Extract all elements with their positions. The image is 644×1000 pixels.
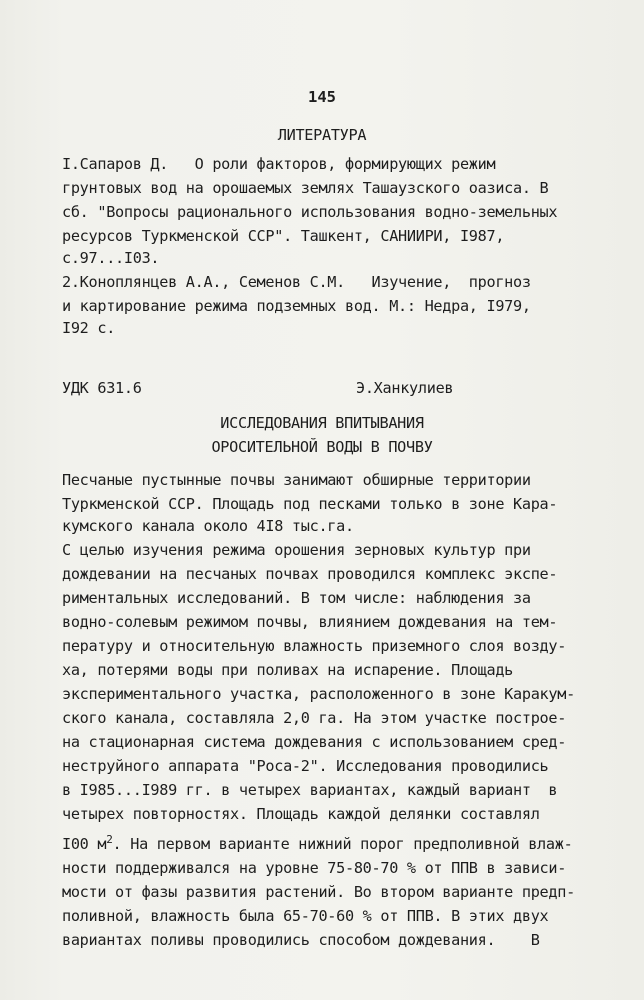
body-line: вариантах поливы проводились способом дождевания. В <box>62 931 540 949</box>
literature-line: ресурсов Туркменской ССР". Ташкент, САНИИРИ, I987, <box>62 227 505 245</box>
literature-line: 2.Коноплянцев А.А., Семенов С.М. Изучение, прогноз <box>62 273 531 291</box>
body-line: поливной, влажность была 65-70-60 % от ППВ. В этих двух <box>62 907 549 925</box>
area-value: I00 м <box>62 835 107 853</box>
body-line: дождевании на песчаных почвах проводился комплекс экспе- <box>62 565 558 583</box>
literature-line: с.97...I03. <box>62 249 160 267</box>
body-line: четырех повторностях. Площадь каждой делянки составлял <box>62 805 540 823</box>
body-line: экспериментального участка, расположенного в зоне Каракум- <box>62 685 575 703</box>
body-line: кумского канала около 4I8 тыс.га. <box>62 517 354 535</box>
body-line-with-unit <box>62 834 572 854</box>
literature-line: I92 с. <box>62 319 116 337</box>
page-number: 145 <box>308 88 336 106</box>
body-line: на стационарная система дождевания с использованием сред- <box>62 733 567 751</box>
body-line: ского канала, составляла 2,0 га. На этом участке построе- <box>62 709 567 727</box>
body-line: Песчаные пустынные почвы занимают обширные территории <box>62 471 531 489</box>
article-title-line-1: ИССЛЕДОВАНИЯ ВПИТЫВАНИЯ <box>220 414 424 432</box>
body-line: риментальных исследований. В том числе: наблюдения за <box>62 589 531 607</box>
body-line: Туркменской ССР. Площадь под песками только в зоне Кара- <box>62 495 558 513</box>
literature-line: I.Сапаров Д. О роли факторов, формирующих режим <box>62 155 496 173</box>
literature-heading: ЛИТЕРАТУРА <box>277 126 367 144</box>
udk-code: УДК 631.6 <box>62 379 142 397</box>
literature-line: грунтовых вод на орошаемых землях Ташаузского оазиса. В <box>62 179 549 197</box>
body-line: в I985...I989 гг. в четырех вариантах, каждый вариант в <box>62 781 558 799</box>
body-line: ности поддерживался на уровне 75-80-70 % от ППВ в зависи- <box>62 859 567 877</box>
body-line: ха, потерями воды при поливах на испарение. Площадь <box>62 661 514 679</box>
literature-line: и картирование режима подземных вод. М.: Недра, I979, <box>62 297 531 315</box>
area-unit-exponent: 2 <box>106 832 113 846</box>
article-author: Э.Ханкулиев <box>356 379 454 397</box>
body-line: неструйного аппарата "Роса-2". Исследования проводились <box>62 757 549 775</box>
body-line-rest: . На первом варианте нижний порог предполивной влаж- <box>112 835 573 853</box>
body-line: мости от фазы развития растений. Во втором варианте предп- <box>62 883 575 901</box>
body-line: водно-солевым режимом почвы, влиянием дождевания на тем- <box>62 613 558 631</box>
article-title-line-2: ОРОСИТЕЛЬНОЙ ВОДЫ В ПОЧВУ <box>211 438 433 456</box>
literature-line: сб. "Вопросы рационального использования водно-земельных <box>62 203 558 221</box>
body-line: С целью изучения режима орошения зерновых культур при <box>62 541 531 559</box>
body-line: пературу и относительную влажность приземного слоя возду- <box>62 637 567 655</box>
